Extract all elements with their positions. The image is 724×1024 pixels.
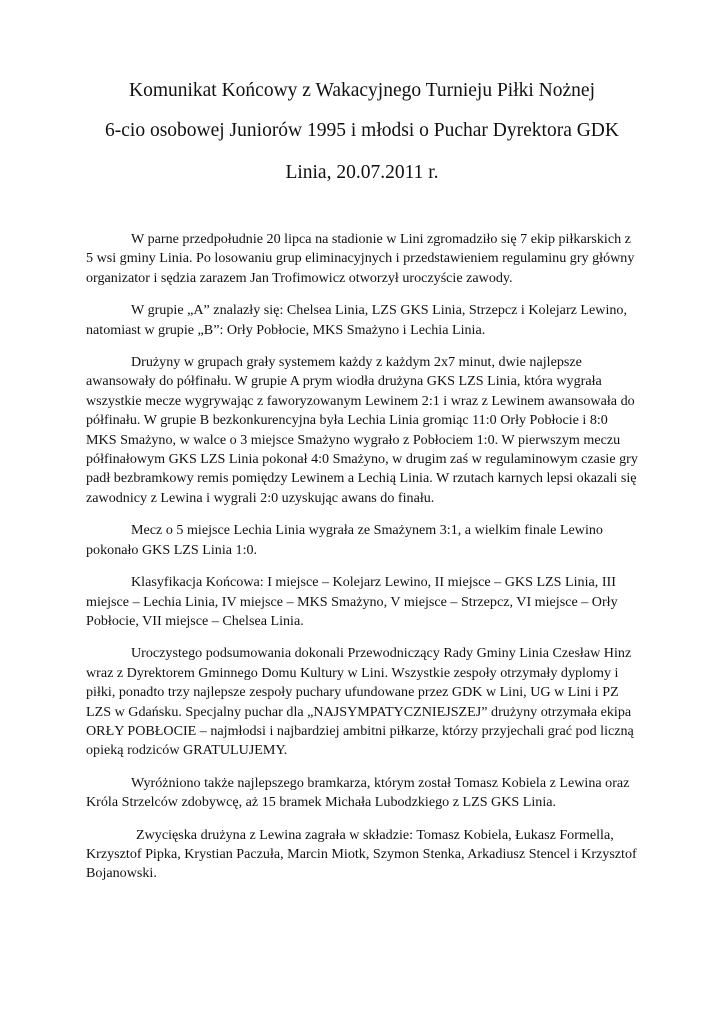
paragraph-final: Mecz o 5 miejsce Lechia Linia wygrała ze Smażynem 3:1, a wielkim finale Lewino pokonało GKS LZS Linia 1:0. bbox=[86, 522, 603, 558]
document-date-line: Linia, 20.07.2011 r. bbox=[285, 162, 439, 183]
paragraph-ceremony: Uroczystego podsumowania dokonali Przewodniczący Rady Gminy Linia Czesław Hinz wraz z Dyrektorem Gminnego Domu Kultury w Lini. Wszystkie zespoły otrzymały dyplomy i piłki, ponadto trzy najlepsze zespoły puchary ufundowane przez GDK w Lini, UG w Lini i PZ LZS w Gdańsku. Specjalny puchar dla „NAJSYMPATYCZNIEJSZEJ” drużyny otrzymała ekipa ORŁY POBŁOCIE – najmłodsi i najbardziej ambitni piłkarze, którzy przyjechali grać pod liczną opieką rodziców GRATULUJEMY. bbox=[86, 645, 634, 759]
document-header bbox=[86, 0, 638, 184]
paragraph-squad: Zwycięska drużyna z Lewina zagrała w składzie: Tomasz Kobiela, Łukasz Formella, Krzysztof Pipka, Krystian Paczuła, Marcin Miotk, Szymon Stenka, Arkadiusz Stencel i Krzysztof Bojanowski. bbox=[86, 826, 637, 882]
paragraph-groups: W grupie „A” znalazły się: Chelsea Linia, LZS GKS Linia, Strzepcz i Kolejarz Lewino, natomiast w grupie „B”: Orły Pobłocie, MKS Smażyno i Lechia Linia. bbox=[86, 302, 627, 338]
document-body bbox=[86, 230, 638, 884]
document-subtitle: 6-cio osobowej Juniorów 1995 i młodsi o Puchar Dyrektora GDK bbox=[105, 120, 619, 141]
paragraph-classification: Klasyfikacja Końcowa: I miejsce – Kolejarz Lewino, II miejsce – GKS LZS Linia, III miejsce – Lechia Linia, IV miejsce – MKS Smażyno, V miejsce – Strzepcz, VI miejsce – Orły Pobłocie, VII miejsce – Chelsea Linia. bbox=[86, 574, 618, 629]
paragraph-awards: Wyróżniono także najlepszego bramkarza, którym został Tomasz Kobiela z Lewina oraz Króla Strzelców zdobywcę, aż 15 bramek Michała Lubodzkiego z LZS GKS Linia. bbox=[86, 774, 630, 811]
paragraph-intro: W parne przedpołudnie 20 lipca na stadionie w Lini zgromadziło się 7 ekip piłkarskich z 5 wsi gminy Linia. Po losowaniu grup eliminacyjnych i przedstawieniem regulaminu gry główny organizator i sędzia zarazem Jan Trofimowicz otworzył uroczyście zawody. bbox=[86, 231, 635, 286]
document-title: Komunikat Końcowy z Wakacyjnego Turnieju Piłki Nożnej bbox=[128, 80, 595, 101]
paragraph-matches: Drużyny w grupach grały systemem każdy z każdym 2x7 minut, dwie najlepsze awansowały do półfinału. W grupie A prym wiodła drużyna GKS LZS Linia, która wygrała wszystkie mecze wygrywając z faworyzowanym Lewinem 2:1 i wraz z Lewinem awansowała do półfinału. W grupie B bezkonkurencyjna była Lechia Linia gromiąc 11:0 Orły Pobłocie i 8:0 MKS Smażyno, w walce o 3 miejsce Smażyno wygrało z Pobłociem 1:0. W pierwszym meczu półfinałowym GKS LZS Linia pokonał 4:0 Smażyno, w drugim zaś w regulaminowym czasie gry padł bezbramkowy remis pomiędzy Lewinem a Lechią Linia. W rzutach karnych lepsi okazali się zawodnicy z Lewina i wygrali 2:0 uzyskując awans do finału. bbox=[86, 354, 638, 506]
